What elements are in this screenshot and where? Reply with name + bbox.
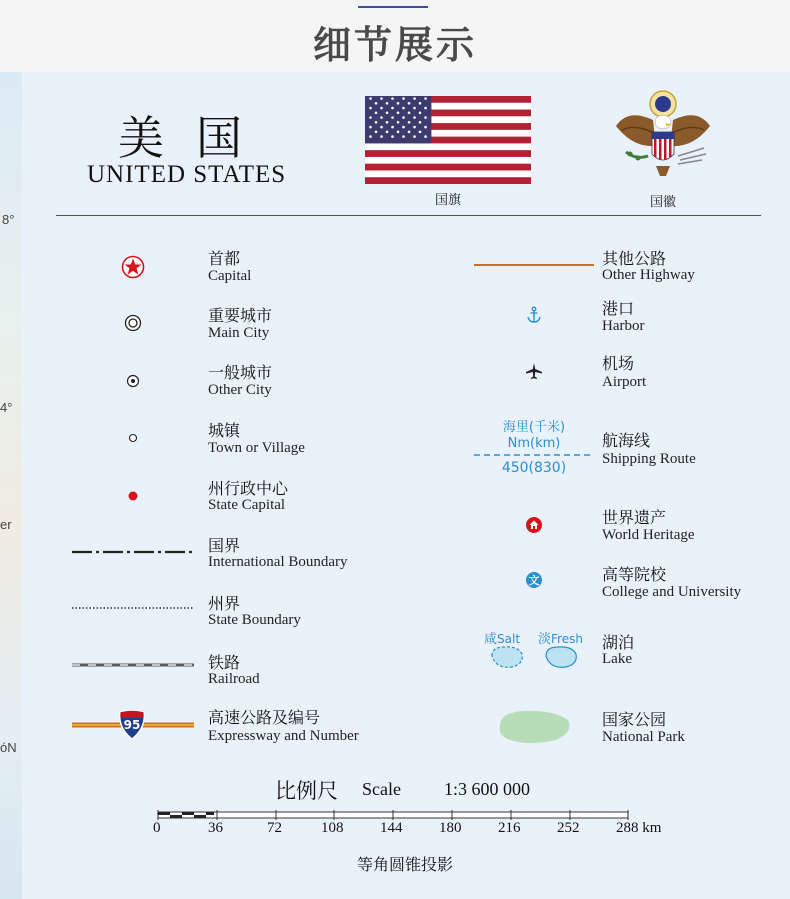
map-edge-fragment <box>0 72 22 899</box>
national-park-icon <box>494 708 574 746</box>
country-name-cn: 美国 <box>118 111 274 165</box>
country-name-en: UNITED STATES <box>87 161 287 188</box>
university-glyph: 文 <box>528 574 540 587</box>
legend-main-city-cn: 重要城市 <box>208 306 273 325</box>
us-flag-icon <box>365 96 531 184</box>
header-divider <box>56 215 761 216</box>
shipping-route-distance: 450(830) <box>501 460 567 476</box>
scale-tick-label: 252 <box>557 820 580 836</box>
scale-tick-label: 180 <box>439 820 462 836</box>
world-heritage-icon <box>525 516 543 534</box>
scale-tick-label: 36 <box>208 820 223 836</box>
legend-other-city-cn: 一般城市 <box>208 363 273 382</box>
other-city-icon <box>126 374 140 388</box>
legend-national-park-cn: 国家公园 <box>602 710 667 729</box>
legend-other-highway-cn: 其他公路 <box>602 249 667 268</box>
scale-tick-label: 0 <box>153 820 161 836</box>
legend-state-boundary-en: State Boundary <box>208 612 301 628</box>
legend-shipping-route-en: Shipping Route <box>602 451 696 467</box>
map-place-fragment: er <box>0 517 12 532</box>
scale-title-en: Scale <box>362 779 401 799</box>
legend-other-city-en: Other City <box>208 382 272 398</box>
legend-town-cn: 城镇 <box>208 421 241 440</box>
map-degree-label: 4° <box>0 400 13 415</box>
legend-airport-cn: 机场 <box>602 354 635 373</box>
legend-harbor-en: Harbor <box>602 318 645 334</box>
anchor-icon <box>526 306 542 324</box>
legend-railroad-en: Railroad <box>208 671 260 687</box>
flag-label: 国旗 <box>434 193 461 208</box>
legend-expressway-cn: 高速公路及编号 <box>208 708 321 727</box>
legend-capital-cn: 首都 <box>208 249 241 268</box>
legend-university-cn: 高等院校 <box>602 565 667 584</box>
legend-lake-en: Lake <box>602 651 632 667</box>
scale-ratio: 1:3 600 000 <box>444 779 531 799</box>
lake-fresh-cn: 淡 <box>538 632 552 647</box>
legend-town-en: Town or Village <box>208 440 305 456</box>
other-highway-line <box>474 262 594 268</box>
airplane-icon <box>525 362 543 380</box>
legend-other-highway-en: Other Highway <box>602 267 695 283</box>
legend-state-capital-en: State Capital <box>208 497 286 513</box>
scale-tick-label: 108 <box>321 820 344 836</box>
lake-salt-cn: 咸 <box>484 632 498 647</box>
legend-main-city-en: Main City <box>208 325 270 341</box>
legend-world-heritage-en: World Heritage <box>602 527 695 543</box>
legend-railroad-cn: 铁路 <box>208 653 241 672</box>
shipping-route-label-top <box>474 420 594 452</box>
capital-star-icon <box>121 255 145 279</box>
legend-international-boundary-en: International Boundary <box>208 554 348 570</box>
legend-world-heritage-cn: 世界遗产 <box>602 508 667 527</box>
shipping-route-line <box>474 451 594 459</box>
legend-state-boundary-cn: 州界 <box>208 594 241 613</box>
town-icon <box>128 433 138 443</box>
scale-tick-label: 144 <box>380 820 403 836</box>
scale-tick-label: 216 <box>498 820 521 836</box>
emblem-label: 国徽 <box>649 195 676 210</box>
lake-salt-en: Salt <box>497 632 521 646</box>
fresh-lake-icon <box>542 644 580 670</box>
page-title: 细节展示 <box>312 23 477 67</box>
map-degree-label: 8° <box>2 212 15 227</box>
legend-airport-en: Airport <box>602 374 647 390</box>
expressway-number: 95 <box>123 718 141 732</box>
scale-title-cn: 比例尺 <box>275 779 338 803</box>
main-city-icon <box>124 314 142 332</box>
legend-expressway-en: Expressway and Number <box>208 728 359 744</box>
legend-national-park-en: National Park <box>602 729 685 745</box>
legend-lake-cn: 湖泊 <box>602 633 635 652</box>
great-seal-emblem-icon <box>608 86 718 190</box>
state-boundary-line <box>72 604 194 612</box>
header-accent-rule <box>358 6 428 8</box>
legend-state-capital-cn: 州行政中心 <box>208 479 289 498</box>
legend-international-boundary-cn: 国界 <box>208 536 241 555</box>
railroad-line <box>72 660 194 670</box>
state-capital-icon <box>127 490 139 502</box>
map-place-fragment: óN <box>0 740 17 755</box>
shipping-route-unit-en: Nm(km) <box>507 436 561 451</box>
legend-university-en: College and University <box>602 584 742 600</box>
scale-tick-label: 288 km <box>616 820 662 836</box>
salt-lake-icon <box>488 644 526 670</box>
legend-capital-en: Capital <box>208 268 252 284</box>
legend-harbor-cn: 港口 <box>602 299 635 318</box>
scale-tick-label: 72 <box>267 820 282 836</box>
shipping-route-unit-cn: 海里(千米) <box>502 420 566 435</box>
page-header <box>0 0 790 72</box>
projection-label: 等角圆锥投影 <box>356 855 453 874</box>
legend-shipping-route-cn: 航海线 <box>602 431 651 450</box>
international-boundary-line <box>72 546 194 558</box>
lake-fresh-en: Fresh <box>551 632 583 646</box>
